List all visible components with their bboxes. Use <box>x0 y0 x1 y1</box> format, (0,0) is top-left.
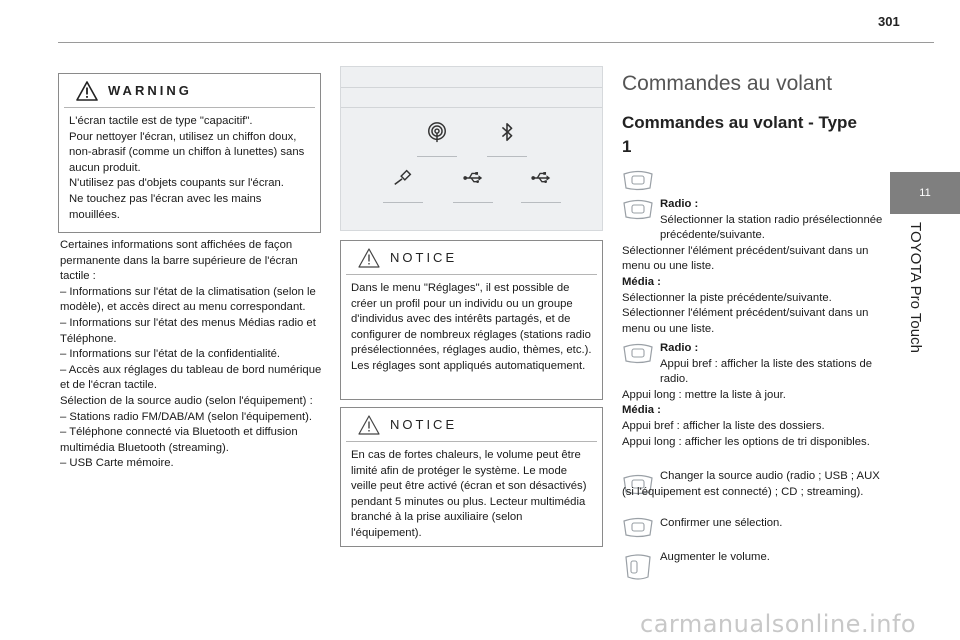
bluetooth-icon <box>479 121 535 163</box>
paragraph: Certaines informations sont affichées de façon permanente dans la barre supérieure de l'écran tactile : <box>60 239 298 283</box>
control-description <box>622 469 884 500</box>
warning-box <box>58 73 321 233</box>
warning-title: WARNING <box>108 83 192 98</box>
control-description <box>622 341 884 450</box>
description-line: Augmenter le volume. <box>660 551 770 563</box>
warning-triangle-icon <box>76 81 98 101</box>
screen-divider <box>341 107 602 108</box>
radio-broadcast-icon <box>409 121 465 163</box>
control-description <box>660 516 884 532</box>
steering-wheel-control-icon <box>622 552 654 582</box>
warning-line: Ne touchez pas l'écran avec les mains mouillées. <box>69 192 262 221</box>
usb-icon <box>445 167 501 209</box>
list-item: – Téléphone connecté via Bluetooth et diffusion multimédia Bluetooth (streaming). <box>60 426 298 454</box>
usb-icon <box>513 167 569 209</box>
warning-header <box>64 74 315 108</box>
notice-header <box>346 241 597 275</box>
notice-header <box>346 408 597 442</box>
left-column-text <box>60 238 322 472</box>
notice-title: NOTICE <box>390 417 458 432</box>
control-description <box>622 197 884 337</box>
notice-triangle-icon <box>358 248 380 268</box>
list-item: – USB Carte mémoire. <box>60 457 174 470</box>
steering-wheel-control-icon <box>622 515 654 539</box>
screen-divider <box>341 87 602 88</box>
list-item: – Accès aux réglages du tableau de bord numérique et de l'écran tactile. <box>60 363 322 392</box>
notice-box-profiles <box>340 240 603 400</box>
subsection-title: Commandes au volant - Type 1 <box>622 113 857 156</box>
description-line: Média : <box>622 404 661 417</box>
description-line: Sélectionner la piste précédente/suivante. <box>622 291 832 304</box>
chapter-tab[interactable] <box>890 172 960 214</box>
aux-jack-icon <box>375 167 431 209</box>
description-line: Appui long : mettre la liste à jour. <box>622 388 786 401</box>
section-title: Commandes au volant <box>622 72 833 95</box>
description-line: Sélectionner l'élément précédent/suivant dans un menu ou une liste. <box>622 244 869 273</box>
list-item: – Stations radio FM/DAB/AM (selon l'équipement). <box>60 410 313 423</box>
audio-source-screen-illustration <box>340 66 603 231</box>
description-line: Média : <box>622 275 661 288</box>
steering-wheel-control-icon <box>622 168 654 192</box>
description-line: Radio : <box>660 342 699 354</box>
description-line: Appui bref : afficher la liste des dossiers. <box>622 419 825 432</box>
warning-line: Pour nettoyer l'écran, utilisez un chiffon doux, non-abrasif (comme un chiffon à lunettes) sans aucun produit. <box>69 130 305 174</box>
description-line: Sélectionner l'élément précédent/suivant dans un menu ou une liste. <box>622 307 869 335</box>
notice-title: NOTICE <box>390 250 458 265</box>
description-line: Radio : <box>660 198 699 210</box>
warning-line: N'utilisez pas d'objets coupants sur l'écran. <box>69 177 284 190</box>
notice-text: En cas de fortes chaleurs, le volume peut être limité afin de protéger le système. Le mode veille peut être activé (écran et son désactivés) pendant 5 minutes ou plus. Lecteur multimédia branché à la prise auxiliaire (selon l'équipement). <box>351 449 587 539</box>
warning-body <box>59 108 320 231</box>
paragraph: Sélection de la source audio (selon l'équipement) : <box>60 394 313 407</box>
description-line: Confirmer une sélection. <box>660 517 783 529</box>
description-line: Sélectionner la station radio présélectionnée précédente/suivante. <box>660 213 883 242</box>
watermark: carmanualsonline.info <box>640 610 917 638</box>
notice-box-heat <box>340 407 603 547</box>
chapter-number: 11 <box>919 187 931 199</box>
notice-triangle-icon <box>358 415 380 435</box>
description-line: Changer la source audio (radio ; USB ; AUX (si l'équipement est connecté) ; CD ; streaming). <box>622 470 880 498</box>
list-item: – Informations sur l'état des menus Médias radio et Téléphone. <box>60 316 316 345</box>
notice-body <box>341 442 602 550</box>
control-description <box>660 550 884 566</box>
list-item: – Informations sur l'état de la confidentialité. <box>60 348 281 361</box>
list-item: – Informations sur l'état de la climatisation (selon le modèle), et accès direct au menu correspondant. <box>60 285 316 314</box>
notice-text: Dans le menu "Réglages", il est possible de créer un profil pour un individu ou un groupe d'individus avec des intérêts partagés, et de configurer de nombreux réglages (stations radio présélectionnées, réglages audio, thèmes, etc.). Les réglages sont appliqués automatiquement. <box>351 282 592 372</box>
description-line: Appui bref : afficher la liste des stations de radio. <box>660 357 873 386</box>
chapter-title: TOYOTA Pro Touch <box>906 222 924 353</box>
warning-line: L'écran tactile est de type "capacitif". <box>69 115 253 127</box>
header-divider <box>58 42 934 43</box>
description-line: Appui long : afficher les options de tri disponibles. <box>622 435 870 448</box>
notice-body <box>341 275 602 383</box>
page-number: 301 <box>878 14 900 29</box>
